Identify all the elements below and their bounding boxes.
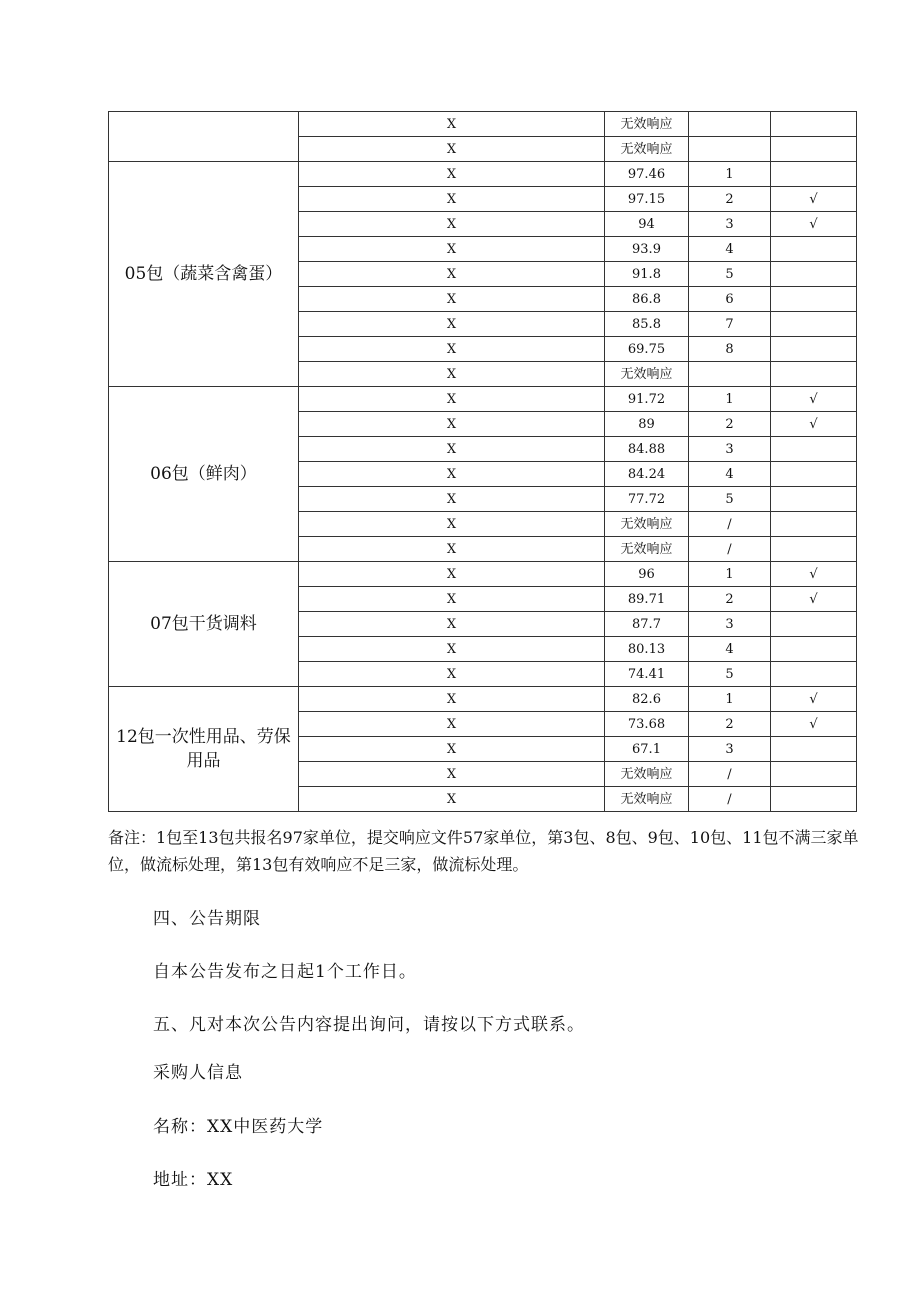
bidder-cell: X — [299, 662, 605, 687]
bidder-cell: X — [299, 787, 605, 812]
score-cell: 97.46 — [605, 162, 689, 187]
score-cell: 无效响应 — [605, 137, 689, 162]
score-cell: 74.41 — [605, 662, 689, 687]
score-cell: 无效响应 — [605, 787, 689, 812]
selected-mark-cell — [771, 762, 857, 787]
selected-mark-cell — [771, 462, 857, 487]
rank-cell: / — [689, 762, 771, 787]
rank-cell — [689, 137, 771, 162]
selected-mark-cell: √ — [771, 687, 857, 712]
bidder-cell: X — [299, 512, 605, 537]
rank-cell: 7 — [689, 312, 771, 337]
rank-cell: / — [689, 512, 771, 537]
score-cell: 77.72 — [605, 487, 689, 512]
bidder-cell: X — [299, 387, 605, 412]
rank-cell: 5 — [689, 662, 771, 687]
selected-mark-cell: √ — [771, 712, 857, 737]
score-cell: 无效响应 — [605, 762, 689, 787]
bidder-cell: X — [299, 562, 605, 587]
rank-cell: 2 — [689, 412, 771, 437]
rank-cell: 2 — [689, 187, 771, 212]
selected-mark-cell — [771, 162, 857, 187]
score-cell: 96 — [605, 562, 689, 587]
remark-note: 备注：1包至13包共报名97家单位，提交响应文件57家单位，第3包、8包、9包、10包、11包不满三家单位，做流标处理，第13包有效响应不足三家，做流标处理。 — [108, 828, 859, 874]
score-cell: 69.75 — [605, 337, 689, 362]
table-row — [109, 162, 857, 187]
score-cell: 93.9 — [605, 237, 689, 262]
selected-mark-cell — [771, 662, 857, 687]
score-cell: 无效响应 — [605, 112, 689, 137]
selected-mark-cell — [771, 437, 857, 462]
bidder-cell: X — [299, 462, 605, 487]
bidder-cell: X — [299, 262, 605, 287]
selected-mark-cell — [771, 512, 857, 537]
table-row — [109, 387, 857, 412]
table-row — [109, 112, 857, 137]
selected-mark-cell — [771, 612, 857, 637]
score-cell: 无效响应 — [605, 512, 689, 537]
bidder-cell: X — [299, 237, 605, 262]
rank-cell: 2 — [689, 712, 771, 737]
bidder-cell: X — [299, 187, 605, 212]
selected-mark-cell — [771, 312, 857, 337]
purchaser-name: 名称：XX中医药大学 — [153, 1117, 324, 1137]
rank-cell: 5 — [689, 487, 771, 512]
bidder-cell: X — [299, 737, 605, 762]
score-cell: 87.7 — [605, 612, 689, 637]
selected-mark-cell: √ — [771, 562, 857, 587]
selected-mark-cell — [771, 287, 857, 312]
rank-cell: 3 — [689, 612, 771, 637]
package-name-cell: 07包干货调料 — [109, 562, 299, 687]
selected-mark-cell — [771, 112, 857, 137]
purchaser-heading: 采购人信息 — [153, 1063, 243, 1083]
selected-mark-cell — [771, 787, 857, 812]
rank-cell: 4 — [689, 637, 771, 662]
period-heading: 四、公告期限 — [153, 909, 261, 929]
rank-cell: 3 — [689, 437, 771, 462]
package-name-cell: 06包（鲜肉） — [109, 387, 299, 562]
rank-cell: 4 — [689, 237, 771, 262]
rank-cell: 1 — [689, 562, 771, 587]
table-row — [109, 687, 857, 712]
bidder-cell: X — [299, 637, 605, 662]
bidder-cell: X — [299, 337, 605, 362]
rank-cell: / — [689, 537, 771, 562]
score-cell: 84.24 — [605, 462, 689, 487]
score-cell: 89 — [605, 412, 689, 437]
score-cell: 86.8 — [605, 287, 689, 312]
score-cell: 91.72 — [605, 387, 689, 412]
selected-mark-cell — [771, 537, 857, 562]
rank-cell: 8 — [689, 337, 771, 362]
selected-mark-cell — [771, 487, 857, 512]
score-cell: 无效响应 — [605, 362, 689, 387]
results-table — [108, 111, 857, 812]
rank-cell — [689, 112, 771, 137]
selected-mark-cell: √ — [771, 587, 857, 612]
selected-mark-cell: √ — [771, 187, 857, 212]
bidder-cell: X — [299, 112, 605, 137]
selected-mark-cell: √ — [771, 212, 857, 237]
bidder-cell: X — [299, 212, 605, 237]
bidder-cell: X — [299, 162, 605, 187]
bidder-cell: X — [299, 712, 605, 737]
score-cell: 82.6 — [605, 687, 689, 712]
package-name-cell — [109, 112, 299, 162]
package-name-cell: 05包（蔬菜含禽蛋） — [109, 162, 299, 387]
score-cell: 85.8 — [605, 312, 689, 337]
bidder-cell: X — [299, 137, 605, 162]
bidder-cell: X — [299, 362, 605, 387]
rank-cell: 5 — [689, 262, 771, 287]
contact-heading: 五、凡对本次公告内容提出询问，请按以下方式联系。 — [153, 1015, 585, 1035]
bidder-cell: X — [299, 437, 605, 462]
selected-mark-cell — [771, 737, 857, 762]
rank-cell: / — [689, 787, 771, 812]
rank-cell: 1 — [689, 387, 771, 412]
score-cell: 91.8 — [605, 262, 689, 287]
rank-cell: 1 — [689, 162, 771, 187]
table-row — [109, 562, 857, 587]
rank-cell — [689, 362, 771, 387]
selected-mark-cell — [771, 237, 857, 262]
selected-mark-cell — [771, 137, 857, 162]
rank-cell: 3 — [689, 212, 771, 237]
bidder-cell: X — [299, 687, 605, 712]
rank-cell: 3 — [689, 737, 771, 762]
bidder-cell: X — [299, 762, 605, 787]
score-cell: 89.71 — [605, 587, 689, 612]
rank-cell: 6 — [689, 287, 771, 312]
bidder-cell: X — [299, 487, 605, 512]
selected-mark-cell — [771, 337, 857, 362]
bidder-cell: X — [299, 287, 605, 312]
purchaser-address: 地址：XX — [153, 1170, 234, 1190]
selected-mark-cell — [771, 362, 857, 387]
score-cell: 80.13 — [605, 637, 689, 662]
selected-mark-cell — [771, 262, 857, 287]
rank-cell: 1 — [689, 687, 771, 712]
bidder-cell: X — [299, 537, 605, 562]
period-text: 自本公告发布之日起1个工作日。 — [153, 962, 417, 982]
selected-mark-cell: √ — [771, 412, 857, 437]
bidder-cell: X — [299, 412, 605, 437]
score-cell: 97.15 — [605, 187, 689, 212]
selected-mark-cell: √ — [771, 387, 857, 412]
score-cell: 73.68 — [605, 712, 689, 737]
score-cell: 无效响应 — [605, 537, 689, 562]
selected-mark-cell — [771, 637, 857, 662]
score-cell: 94 — [605, 212, 689, 237]
bidder-cell: X — [299, 587, 605, 612]
bidder-cell: X — [299, 612, 605, 637]
rank-cell: 4 — [689, 462, 771, 487]
package-name-cell: 12包一次性用品、劳保用品 — [109, 687, 299, 812]
bidder-cell: X — [299, 312, 605, 337]
rank-cell: 2 — [689, 587, 771, 612]
score-cell: 84.88 — [605, 437, 689, 462]
score-cell: 67.1 — [605, 737, 689, 762]
